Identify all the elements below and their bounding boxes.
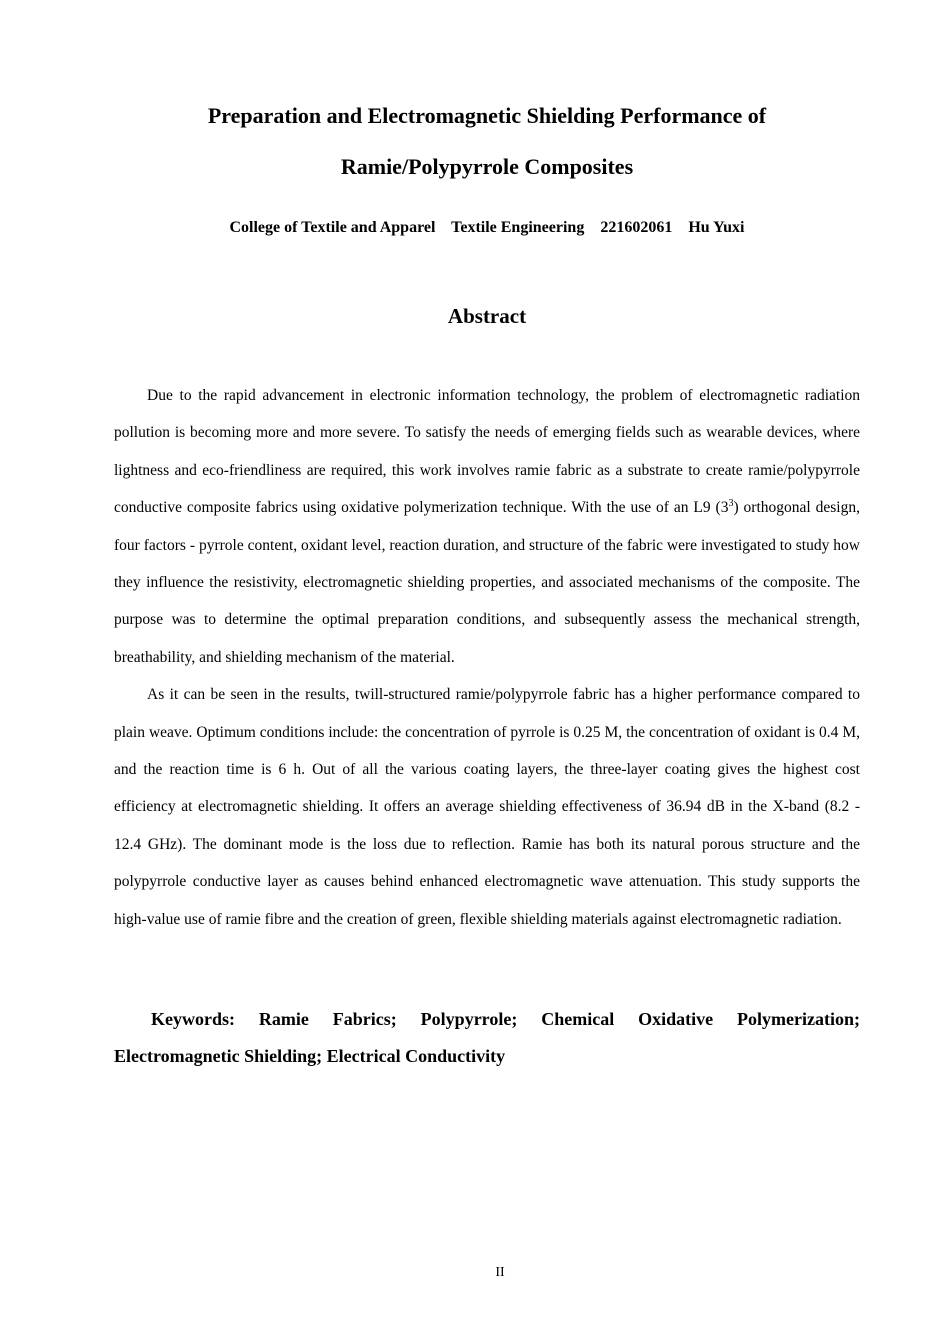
title-line-2: Ramie/Polypyrrole Composites [340, 154, 634, 179]
author-byline: College of Textile and Apparel Textile Engineering 221602061 Hu Yuxi [229, 219, 745, 236]
keywords: Keywords: Ramie Fabrics; Polypyrrole; Chemical Oxidative Polymerization; Electromagnetic Shielding; Electrical Conductivity [114, 1009, 860, 1066]
page-number: II [495, 1265, 505, 1280]
paragraph-1-text-a: Due to the rapid advancement in electronic information technology, the problem of electromagnetic radiation pollution is becoming more and more severe. To satisfy the needs of emerging fields such as wearable devices, where lightness and eco-friendliness are required, this work involves ramie fabric as a substrate to create ramie/polypyrrole conductive composite fabrics using oxidative polymerization technique. With the use of an L9 (3 [114, 387, 860, 517]
abstract-body [114, 377, 860, 938]
abstract-paragraph-2: As it can be seen in the results, twill-structured ramie/polypyrrole fabric has a higher performance compared to plain weave. Optimum conditions include: the concentration of pyrrole is 0.25 M, the concentration of oxidant is 0.4 M, and the reaction time is 6 h. Out of all the various coating layers, the three-layer coating gives the highest cost efficiency at electromagnetic shielding. It offers an average shielding effectiveness of 36.94 dB in the X-band (8.2 - 12.4 GHz). The dominant mode is the loss due to reflection. Ramie has both its natural porous structure and the polypyrrole conductive layer as causes behind enhanced electromagnetic wave attenuation. This study supports the high-value use of ramie fibre and the creation of green, flexible shielding materials against electromagnetic radiation. [114, 686, 860, 928]
paragraph-1-text-b: ) orthogonal design, four factors - pyrrole content, oxidant level, reaction duration, and structure of the fabric were investigated to study how they influence the resistivity, electromagnetic shielding properties, and associated mechanisms of the composite. The purpose was to determine the optimal preparation conditions, and subsequently assess the mechanical strength, breathability, and shielding mechanism of the material. [114, 499, 860, 666]
abstract-heading: Abstract [447, 304, 527, 328]
abstract-paragraph-1 [114, 377, 860, 676]
title-line-1: Preparation and Electromagnetic Shielding Performance of [207, 103, 767, 128]
superscript-exponent: 3 [728, 498, 734, 510]
